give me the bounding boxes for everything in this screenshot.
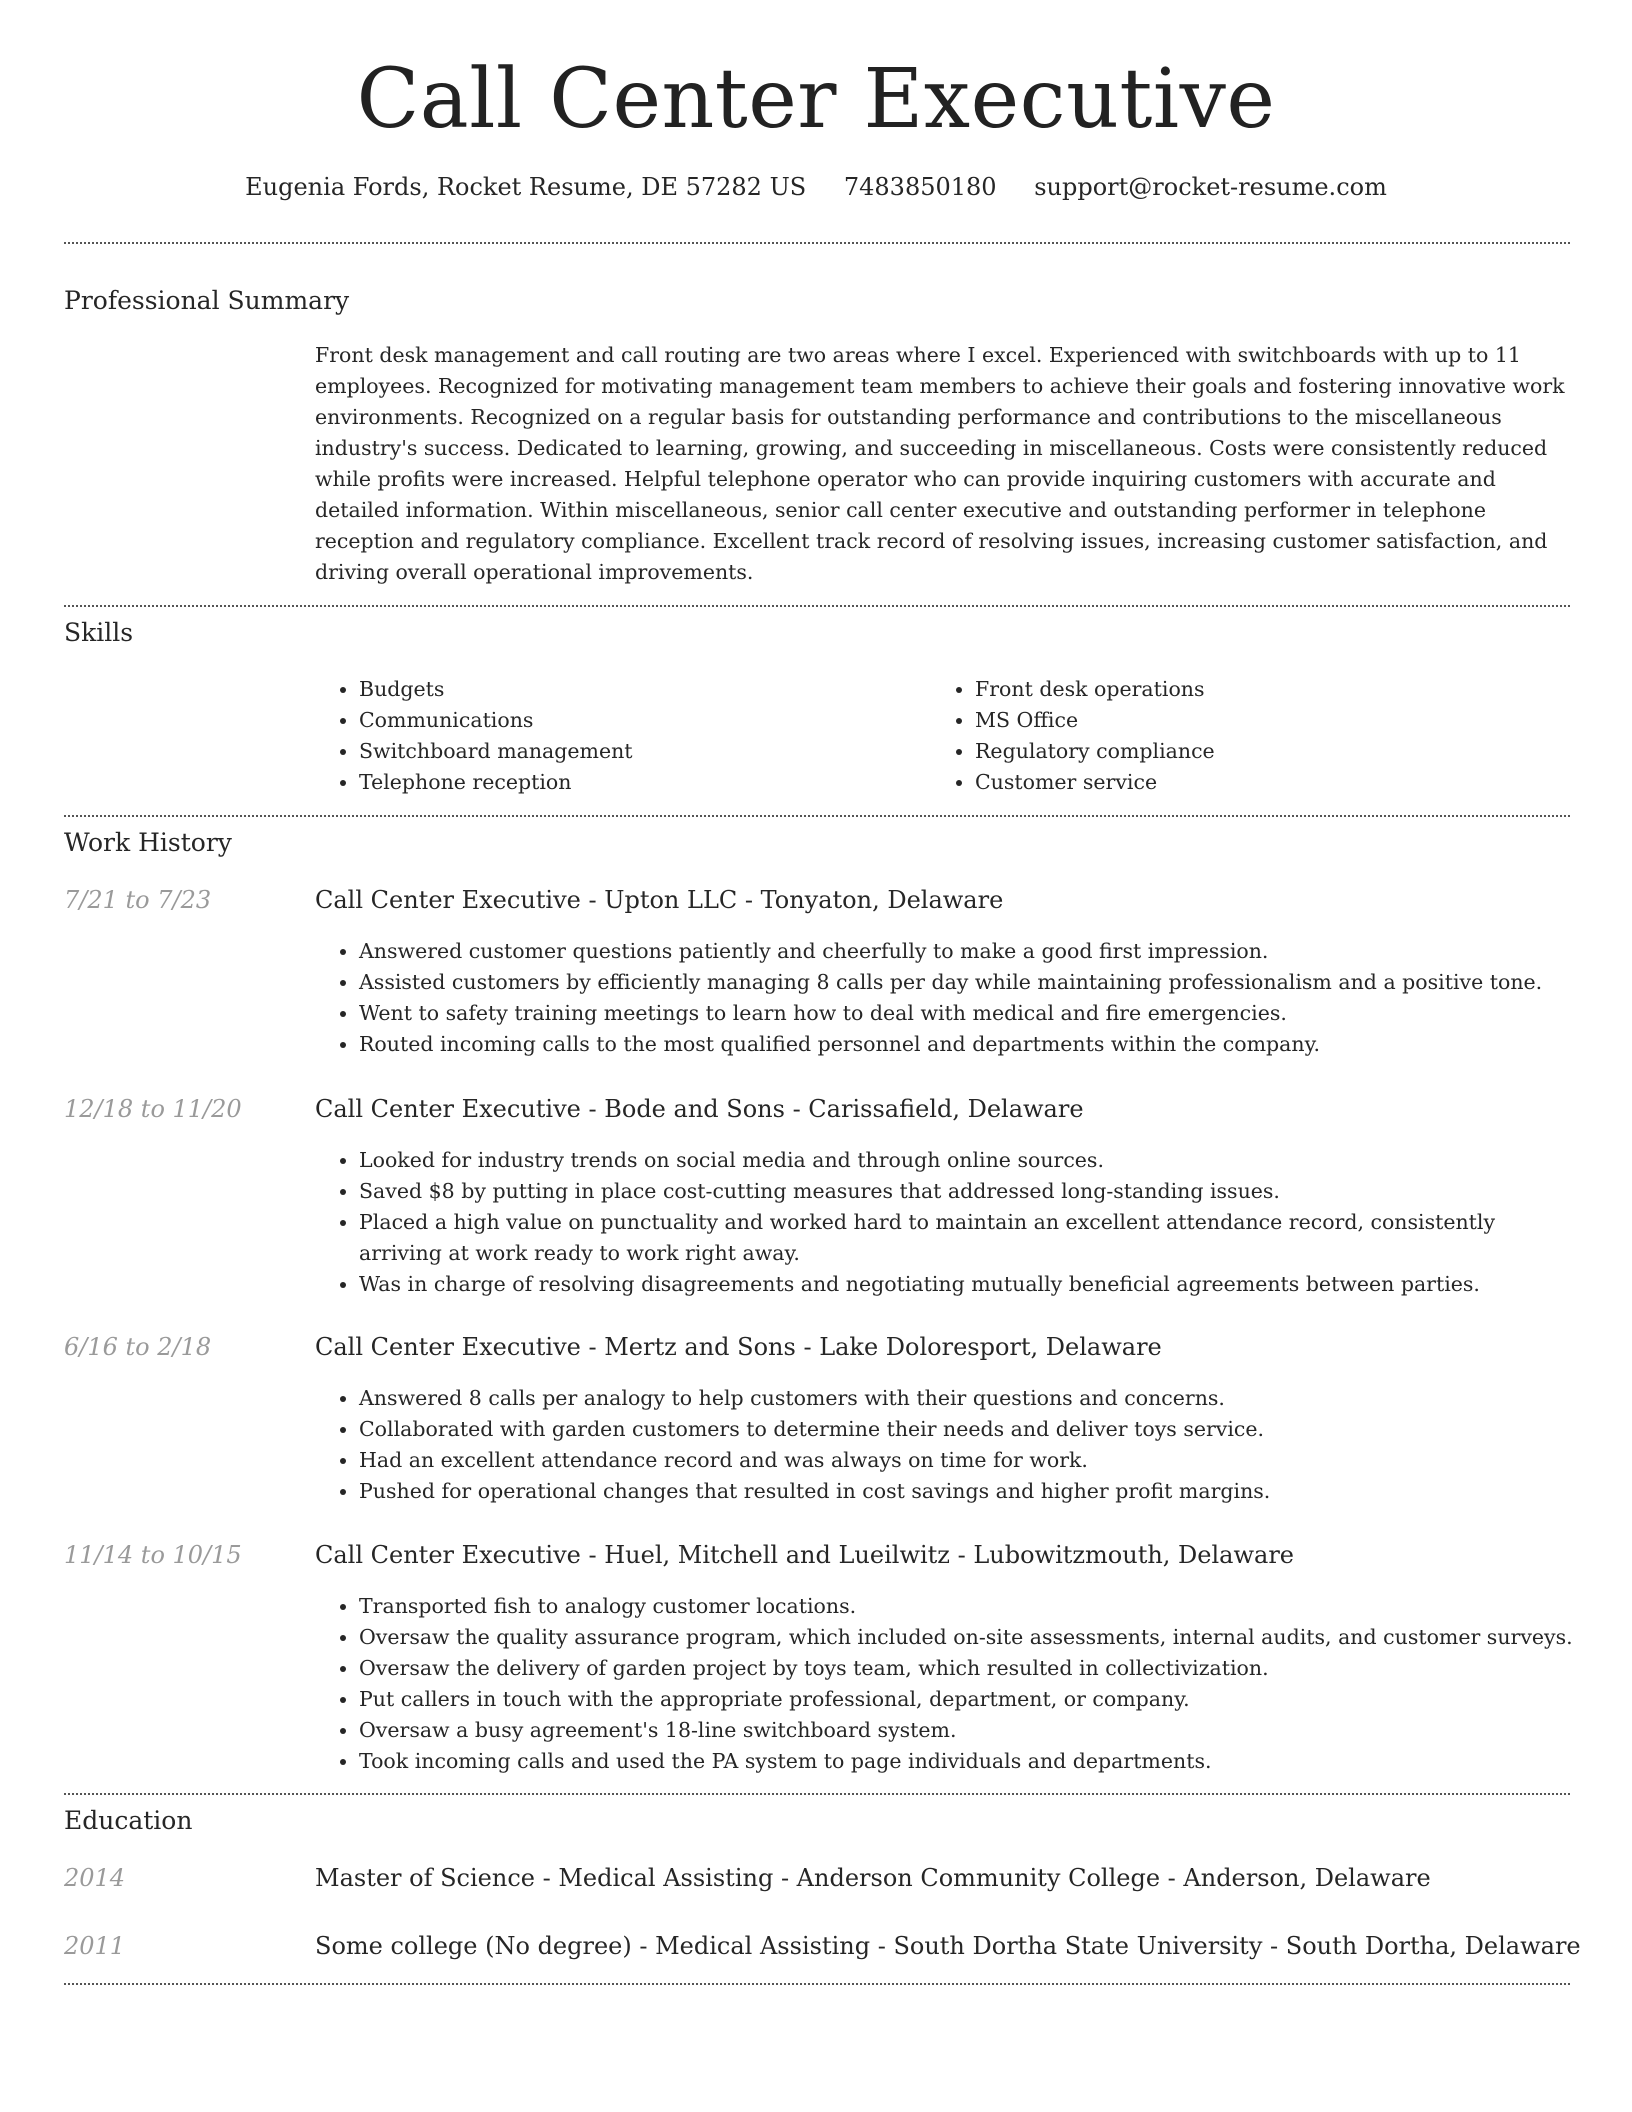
education-date: 2014 — [64, 1864, 126, 1892]
job-bullet: • Looked for industry trends on social media and through online sources. — [359, 1145, 1575, 1176]
divider — [64, 1793, 1570, 1795]
job-bullet: • Answered customer questions patiently and cheerfully to make a good first impression. — [359, 936, 1575, 967]
job-bullet: • Oversaw the delivery of garden project by toys team, which resulted in collectivization. — [359, 1653, 1575, 1684]
contact-phone: 7483850180 — [843, 173, 997, 201]
job-title: Call Center Executive - Bode and Sons - Carissafield, Delaware — [315, 1095, 1084, 1123]
job-bullet: • Went to safety training meetings to learn how to deal with medical and fire emergencies. — [359, 998, 1575, 1029]
job-bullet: • Collaborated with garden customers to determine their needs and deliver toys service. — [359, 1414, 1575, 1445]
skill-item: • Switchboard management — [359, 736, 915, 767]
skill-item: • Telephone reception — [359, 767, 915, 798]
job-bullet: • Was in charge of resolving disagreements and negotiating mutually beneficial agreements between parties. — [359, 1269, 1575, 1300]
skills-column-left — [315, 674, 915, 798]
contact-email: support@rocket-resume.com — [1034, 173, 1387, 201]
job-date: 6/16 to 2/18 — [64, 1333, 212, 1361]
job-bullet: • Oversaw a busy agreement's 18-line switchboard system. — [359, 1715, 1575, 1746]
job-bullet: • Assisted customers by efficiently managing 8 calls per day while maintaining professionalism and a positive tone. — [359, 967, 1575, 998]
summary-text: Front desk management and call routing are two areas where I excel. Experienced with switchboards with up to 11 employees. Recognized for motivating management team members to achieve their goals and fostering innovative work environments. Recognized on a regular basis for outstanding performance and contributions to the miscellaneous industry's success. Dedicated to learning, growing, and succeeding in miscellaneous. Costs were consistently reduced while profits were increased. Helpful telephone operator who can provide inquiring customers with accurate and detailed information. Within miscellaneous, senior call center executive and outstanding performer in telephone reception and regulatory compliance. Excellent track record of resolving issues, increasing customer satisfaction, and driving overall operational improvements. — [315, 343, 1565, 584]
contact-line — [0, 170, 1632, 204]
skills-heading: Skills — [64, 618, 134, 647]
skill-item: • MS Office — [975, 705, 1531, 736]
contact-address: Eugenia Fords, Rocket Resume, DE 57282 US — [245, 173, 807, 201]
summary-heading: Professional Summary — [64, 286, 350, 315]
divider — [64, 1983, 1570, 1985]
job-date: 11/14 to 10/15 — [64, 1541, 242, 1569]
job-bullets — [315, 1145, 1575, 1300]
education-title: Some college (No degree) - Medical Assisting - South Dortha State University - South Dortha, Delaware — [315, 1932, 1581, 1960]
education-date: 2011 — [64, 1932, 126, 1960]
job-bullet: • Placed a high value on punctuality and worked hard to maintain an excellent attendance record, consistently arriving at work ready to work right away. — [359, 1207, 1575, 1269]
skill-item: • Front desk operations — [975, 674, 1531, 705]
job-title: Call Center Executive - Upton LLC - Tonyaton, Delaware — [315, 886, 1004, 914]
job-date: 12/18 to 11/20 — [64, 1095, 242, 1123]
job-bullet: • Pushed for operational changes that resulted in cost savings and higher profit margins. — [359, 1476, 1575, 1507]
skill-item: • Budgets — [359, 674, 915, 705]
resume-name: Call Center Executive — [356, 52, 1276, 147]
job-bullets — [315, 936, 1575, 1060]
divider — [64, 605, 1570, 607]
job-bullet: • Oversaw the quality assurance program, which included on-site assessments, internal audits, and customer surveys. — [359, 1622, 1575, 1653]
job-bullet: • Transported fish to analogy customer locations. — [359, 1591, 1575, 1622]
education-heading: Education — [64, 1806, 193, 1835]
skills-column-right — [931, 674, 1531, 798]
education-title: Master of Science - Medical Assisting - Anderson Community College - Anderson, Delaware — [315, 1864, 1431, 1892]
job-title: Call Center Executive - Mertz and Sons - Lake Doloresport, Delaware — [315, 1333, 1162, 1361]
job-title: Call Center Executive - Huel, Mitchell and Lueilwitz - Lubowitzmouth, Delaware — [315, 1541, 1295, 1569]
job-bullets — [315, 1591, 1575, 1777]
skill-item: • Communications — [359, 705, 915, 736]
job-date: 7/21 to 7/23 — [64, 886, 212, 914]
divider — [64, 815, 1570, 817]
skill-item: • Customer service — [975, 767, 1531, 798]
skill-item: • Regulatory compliance — [975, 736, 1531, 767]
job-bullets — [315, 1383, 1575, 1507]
job-bullet: • Put callers in touch with the appropriate professional, department, or company. — [359, 1684, 1575, 1715]
job-bullet: • Saved $8 by putting in place cost-cutting measures that addressed long-standing issues. — [359, 1176, 1575, 1207]
divider — [64, 242, 1570, 244]
job-bullet: • Had an excellent attendance record and was always on time for work. — [359, 1445, 1575, 1476]
job-bullet: • Routed incoming calls to the most qualified personnel and departments within the company. — [359, 1029, 1575, 1060]
work-heading: Work History — [64, 828, 232, 857]
job-bullet: • Answered 8 calls per analogy to help customers with their questions and concerns. — [359, 1383, 1575, 1414]
job-bullet: • Took incoming calls and used the PA system to page individuals and departments. — [359, 1746, 1575, 1777]
